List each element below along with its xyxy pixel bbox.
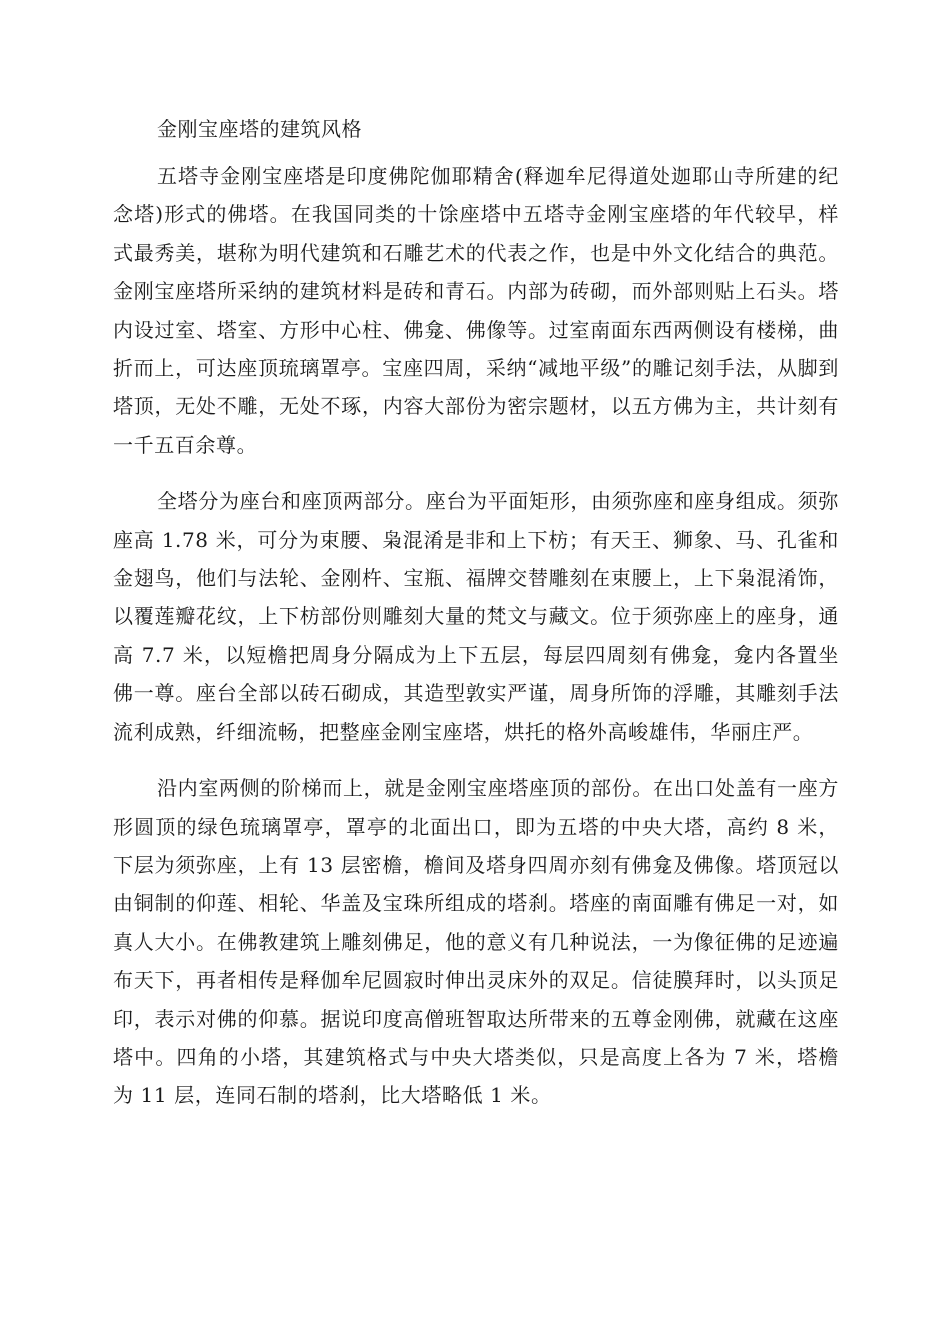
- paragraph-top-towers: 沿内室两侧的阶梯而上，就是金刚宝座塔座顶的部份。在出口处盖有一座方形圆顶的绿色琉璃罩亭，罩亭的北面出口，即为五塔的中央大塔，高约 8 米，下层为须弥座，上有 13 层密檐，檐间及塔身四周亦刻有佛龛及佛像。塔顶冠以由铜制的仰莲、相轮、华盖及宝珠所组成的塔刹。塔座的南面雕有佛足一对，如真人大小。在佛教建筑上雕刻佛足，他的意义有几种说法，一为像征佛的足迹遍布天下，再者相传是释伽牟尼圆寂时伸出灵床外的双足。信徒膜拜时，以头顶足印，表示对佛的仰慕。据说印度高僧班智取达所带来的五尊金刚佛，就藏在这座塔中。四角的小塔，其建筑格式与中央大塔类似，只是高度上各为 7 米，塔檐为 11 层，连同石制的塔刹，比大塔略低 1 米。: [113, 776, 839, 1108]
- document-body: [113, 110, 839, 1133]
- paragraph-overview: 五塔寺金刚宝座塔是印度佛陀伽耶精舍(释迦牟尼得道处迦耶山寺所建的纪念塔)形式的佛塔。在我国同类的十馀座塔中五塔寺金刚宝座塔的年代较早，样式最秀美，堪称为明代建筑和石雕艺术的代表之作，也是中外文化结合的典范。金刚宝座塔所采纳的建筑材料是砖和青石。内部为砖砌，而外部则贴上石头。塔内设过室、塔室、方形中心柱、佛龛、佛像等。过室南面东西两侧设有楼梯，曲折而上，可达座顶琉璃罩亭。宝座四周，采纳“减地平级”的雕记刻手法，从脚到塔顶，无处不雕，无处不琢，内容大部份为密宗题材，以五方佛为主，共计刻有一千五百余尊。: [113, 164, 839, 457]
- paragraph-base-platform: 全塔分为座台和座顶两部分。座台为平面矩形，由须弥座和座身组成。须弥座高 1.78 米，可分为束腰、枭混淆是非和上下枋；有天王、狮象、马、孔雀和金翅鸟，他们与法轮、金刚杵、宝瓶、福牌交替雕刻在束腰上，上下枭混淆饰，以覆莲瓣花纹，上下枋部份则雕刻大量的梵文与藏文。位于须弥座上的座身，通高 7.7 米，以短檐把周身分隔成为上下五层，每层四周刻有佛龛，龛内各置坐佛一尊。座台全部以砖石砌成，其造型敦实严谨，周身所饰的浮雕，其雕刻手法流利成熟，纤细流畅，把整座金刚宝座塔，烘托的格外高峻雄伟，华丽庄严。: [113, 489, 839, 744]
- document-title: 金刚宝座塔的建筑风格: [157, 117, 362, 141]
